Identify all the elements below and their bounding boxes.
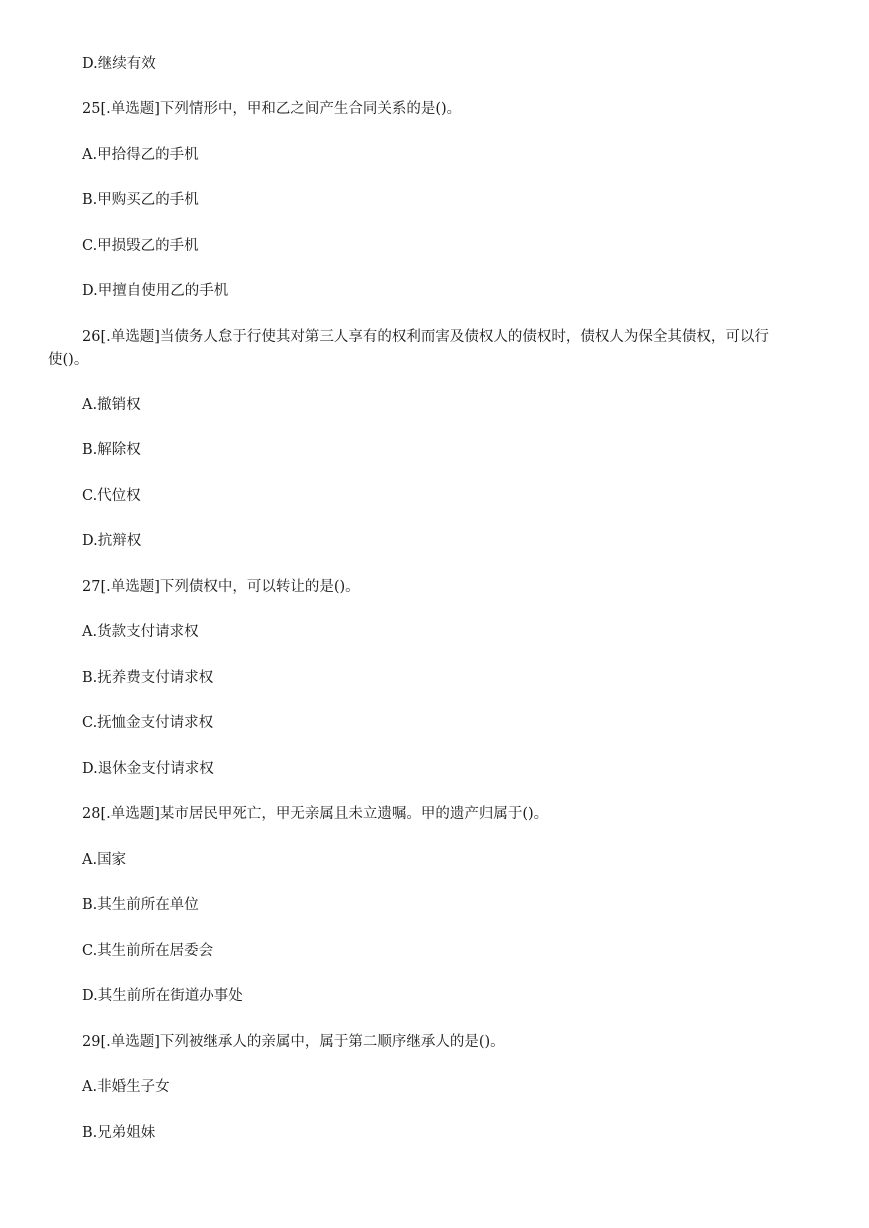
option-text: A.非婚生子女 <box>82 1079 170 1095</box>
question-text-continued: 使()。 <box>48 352 89 368</box>
option-text: D.退休金支付请求权 <box>82 761 214 777</box>
option-text: C.代位权 <box>82 488 141 504</box>
option-text: D.甲擅自使用乙的手机 <box>82 283 229 299</box>
question-text: 27[.单选题]下列债权中，可以转让的是()。 <box>82 579 360 595</box>
question-text: 25[.单选题]下列情形中，甲和乙之间产生合同关系的是()。 <box>82 101 462 117</box>
option-text: D.继续有效 <box>82 56 156 72</box>
option-text: B.甲购买乙的手机 <box>82 192 199 208</box>
option-text: A.国家 <box>82 852 127 868</box>
option-text: A.撤销权 <box>82 397 141 413</box>
question-text: 28[.单选题]某市居民甲死亡，甲无亲属且未立遗嘱。甲的遗产归属于()。 <box>82 806 549 822</box>
option-text: D.其生前所在街道办事处 <box>82 988 243 1004</box>
option-text: B.其生前所在单位 <box>82 897 199 913</box>
question-text: 26[.单选题]当债务人怠于行使其对第三人享有的权利而害及债权人的债权时，债权人为保全其债权，可以行 <box>82 329 769 345</box>
option-text: A.货款支付请求权 <box>82 624 199 640</box>
option-text: B.解除权 <box>82 442 141 458</box>
option-text: C.抚恤金支付请求权 <box>82 715 214 731</box>
option-text: C.其生前所在居委会 <box>82 943 214 959</box>
option-text: D.抗辩权 <box>82 533 142 549</box>
option-text: C.甲损毁乙的手机 <box>82 238 199 254</box>
option-text: B.抚养费支付请求权 <box>82 670 214 686</box>
option-text: B.兄弟姐妹 <box>82 1125 156 1141</box>
question-text: 29[.单选题]下列被继承人的亲属中，属于第二顺序继承人的是()。 <box>82 1034 505 1050</box>
option-text: A.甲拾得乙的手机 <box>82 147 199 163</box>
